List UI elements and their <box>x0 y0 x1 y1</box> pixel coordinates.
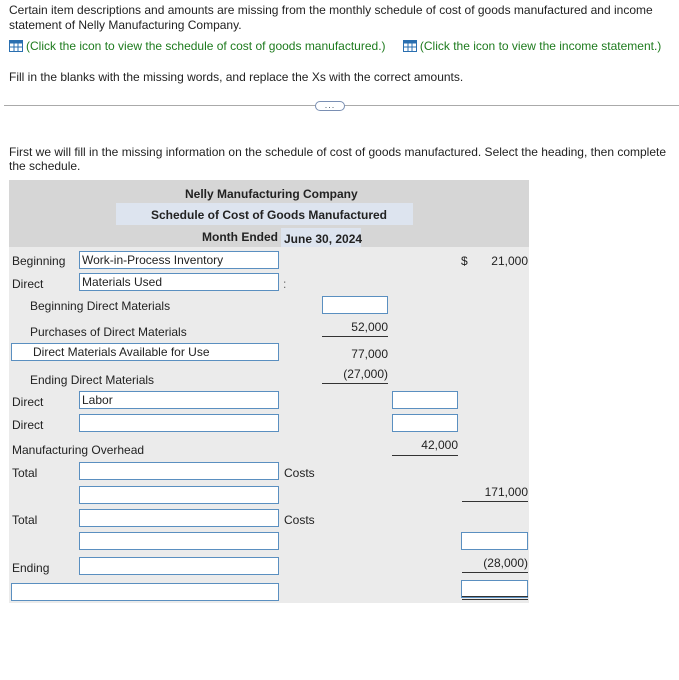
underline <box>322 383 388 384</box>
table-icon[interactable] <box>403 40 417 52</box>
direct-label: Direct <box>12 277 44 291</box>
overhead-amount: 42,000 <box>421 438 458 452</box>
item-input[interactable] <box>79 532 279 550</box>
intro-section <box>9 3 669 85</box>
direct-item-input[interactable] <box>79 414 279 432</box>
dm-used-amount-input[interactable] <box>392 391 458 409</box>
beg-dm-amount-input[interactable] <box>322 296 388 314</box>
direct-label: Direct <box>12 418 44 432</box>
beginning-wip-input[interactable]: Work-in-Process Inventory <box>79 251 279 269</box>
underline <box>322 336 388 337</box>
total-costs-input[interactable] <box>79 462 279 480</box>
underline <box>392 455 458 456</box>
costs-label: Costs <box>284 466 315 480</box>
direct-labor-input[interactable]: Labor <box>79 391 279 409</box>
total-label: Total <box>12 466 38 480</box>
dollar-sign: $ <box>461 254 468 268</box>
dm-available-amount: 77,000 <box>351 347 388 361</box>
beginning-label: Beginning <box>12 254 66 268</box>
intro-text: Certain item descriptions and amounts are missing from the monthly schedule of cost of goods manufactured and income statement of Nelly Manufacturing Company. <box>9 3 653 32</box>
direct-labor-amount-input[interactable] <box>392 414 458 432</box>
schedule-link[interactable] <box>9 39 389 53</box>
purchases-label: Purchases of Direct Materials <box>30 325 187 339</box>
ending-wip-input[interactable] <box>79 557 279 575</box>
materials-used-input[interactable]: Materials Used <box>79 273 279 291</box>
expander-button[interactable]: ... <box>315 101 345 111</box>
schedule-link-text[interactable]: (Click the icon to view the schedule of cost of goods manufactured.) <box>26 39 386 53</box>
beginning-wip-amount: 21,000 <box>491 254 528 268</box>
ending-dm-label: Ending Direct Materials <box>30 373 155 387</box>
income-link-text[interactable]: (Click the icon to view the income statement.) <box>419 39 662 53</box>
direct-label: Direct <box>12 395 44 409</box>
ending-label: Ending <box>12 561 50 575</box>
double-underline <box>462 596 528 597</box>
item-input[interactable] <box>79 486 279 504</box>
costs-label: Costs <box>284 513 315 527</box>
table-icon[interactable] <box>9 40 23 52</box>
period-label: Month Ended <box>202 230 278 244</box>
total-costs-amount-input[interactable] <box>461 532 528 550</box>
schedule-instruction: First we will fill in the missing information on the schedule of cost of goods manufactured. Select the heading, then complete the schedule. <box>9 145 667 173</box>
double-underline <box>462 599 528 600</box>
overhead-label: Manufacturing Overhead <box>12 443 145 457</box>
colon: : <box>283 277 287 291</box>
beg-dm-label: Beginning Direct Materials <box>30 299 171 313</box>
schedule-title[interactable]: Schedule of Cost of Goods Manufactured <box>151 208 388 222</box>
income-link[interactable] <box>403 39 661 53</box>
purchases-amount: 52,000 <box>351 320 388 334</box>
company-name: Nelly Manufacturing Company <box>185 187 358 201</box>
cogm-label-input[interactable] <box>11 583 279 601</box>
fill-instruction: Fill in the blanks with the missing words, and replace the Xs with the correct amounts. <box>9 70 464 84</box>
ending-dm-amount: (27,000) <box>343 367 388 381</box>
total-label: Total <box>12 513 38 527</box>
total-costs-input[interactable] <box>79 509 279 527</box>
period-date[interactable]: June 30, 2024 <box>284 232 363 246</box>
total-mfg-amount: 171,000 <box>484 485 528 499</box>
dm-available-input[interactable]: Direct Materials Available for Use <box>11 343 279 361</box>
underline <box>462 572 528 573</box>
underline <box>462 501 528 502</box>
ending-wip-amount: (28,000) <box>483 556 528 570</box>
